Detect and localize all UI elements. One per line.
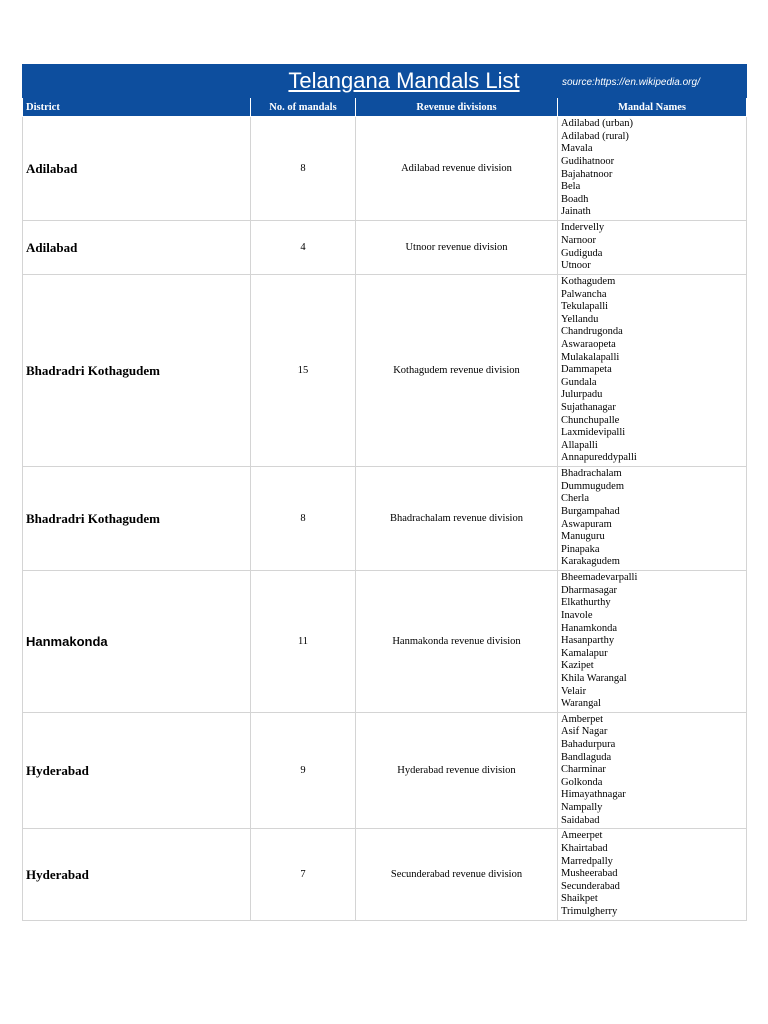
mandal-count-cell: 8 [251, 467, 356, 571]
table-row [23, 829, 747, 921]
district-cell: Hyderabad [23, 829, 251, 921]
revenue-division-cell: Utnoor revenue division [356, 221, 558, 275]
source-note: source:https://en.wikipedia.org/ [562, 77, 700, 88]
mandal-name: Kazipet [561, 660, 594, 672]
mandal-name: Bheemadevarpalli [561, 572, 638, 584]
mandal-count-cell: 8 [251, 117, 356, 221]
page-title: Telangana Mandals List [288, 68, 520, 93]
mandal-name: Kothagudem [561, 276, 616, 288]
mandal-name: Trimulgherry [561, 905, 618, 917]
mandal-name: Bahadurpura [561, 739, 616, 751]
mandal-name: Tekulapalli [561, 301, 609, 313]
mandal-name: Hanamkonda [561, 622, 617, 634]
table-row [23, 221, 747, 275]
mandal-name: Warangal [561, 698, 601, 710]
revenue-division-cell: Hyderabad revenue division [356, 713, 558, 829]
mandal-name: Adilabad (rural) [561, 130, 629, 142]
mandal-name: Narnoor [561, 234, 596, 246]
mandal-name: Inavole [561, 610, 593, 622]
mandal-count-cell: 4 [251, 221, 356, 275]
mandal-name: Marredpally [561, 855, 613, 867]
mandal-names-cell [558, 275, 747, 467]
mandal-name: Annapureddypalli [561, 452, 637, 464]
mandal-name: Khila Warangal [561, 672, 627, 684]
mandal-name: Bhadrachalam [561, 468, 622, 480]
mandal-name: Palwancha [561, 288, 607, 300]
mandal-name: Aswaraopeta [561, 339, 616, 351]
mandal-names-cell [558, 467, 747, 571]
mandal-name: Khairtabad [561, 843, 608, 855]
mandal-names-cell [558, 571, 747, 713]
table-row [23, 467, 747, 571]
table-row [23, 713, 747, 829]
mandal-count-cell: 11 [251, 571, 356, 713]
mandal-name: Charminar [561, 764, 606, 776]
mandal-name: Hasanparthy [561, 635, 615, 647]
mandal-name: Gudihatnoor [561, 155, 615, 167]
mandal-names-cell [558, 221, 747, 275]
mandal-name: Elkathurthy [561, 597, 611, 609]
mandal-name: Secunderabad [561, 880, 620, 892]
mandal-name: Boadh [561, 193, 589, 205]
mandal-name: Amberpet [561, 713, 603, 725]
mandal-name: Allapalli [561, 439, 598, 451]
title-blank-cell [23, 65, 251, 98]
district-cell: Hyderabad [23, 713, 251, 829]
revenue-division-cell: Hanmakonda revenue division [356, 571, 558, 713]
mandal-name: Adilabad (urban) [561, 118, 634, 130]
district-cell: Adilabad [23, 117, 251, 221]
source-cell [558, 65, 747, 98]
mandal-name: Shaikpet [561, 893, 598, 905]
mandal-name: Bandlaguda [561, 751, 612, 763]
title-row [23, 65, 747, 98]
header-row [23, 98, 747, 117]
revenue-division-cell: Adilabad revenue division [356, 117, 558, 221]
revenue-division-cell: Bhadrachalam revenue division [356, 467, 558, 571]
mandal-names-cell [558, 713, 747, 829]
revenue-division-cell: Secunderabad revenue division [356, 829, 558, 921]
mandal-name: Aswapuram [561, 518, 612, 530]
district-cell: Adilabad [23, 221, 251, 275]
mandal-name: Bajahatnoor [561, 168, 613, 180]
mandal-names-cell [558, 829, 747, 921]
mandal-name: Dummugudem [561, 480, 624, 492]
mandal-name: Laxmidevipalli [561, 427, 626, 439]
mandal-name: Golkonda [561, 776, 603, 788]
mandal-name: Chunchupalle [561, 414, 620, 426]
mandal-name: Indervelly [561, 222, 605, 234]
mandal-name: Burgampahad [561, 505, 620, 517]
mandal-name: Jainath [561, 206, 591, 218]
table-row [23, 275, 747, 467]
mandal-count-cell: 9 [251, 713, 356, 829]
mandal-name: Cherla [561, 493, 589, 505]
mandal-name: Musheerabad [561, 868, 618, 880]
mandal-name: Ameerpet [561, 830, 603, 842]
mandal-name: Dharmasagar [561, 584, 617, 596]
table-row [23, 117, 747, 221]
mandal-name: Mavala [561, 143, 593, 155]
mandal-name: Pinapaka [561, 543, 600, 555]
revenue-division-cell: Kothagudem revenue division [356, 275, 558, 467]
header-district: District [23, 98, 251, 117]
district-cell: Bhadradri Kothagudem [23, 467, 251, 571]
mandal-name: Gudiguda [561, 247, 603, 259]
mandal-name: Chandrugonda [561, 326, 623, 338]
table-row [23, 571, 747, 713]
header-division: Revenue divisions [356, 98, 558, 117]
mandal-name: Dammapeta [561, 364, 612, 376]
mandal-name: Julurpadu [561, 389, 603, 401]
district-cell: Hanmakonda [23, 571, 251, 713]
mandal-name: Himayathnagar [561, 789, 626, 801]
mandal-name: Bela [561, 181, 581, 193]
mandals-table [22, 64, 747, 921]
mandal-count-cell: 7 [251, 829, 356, 921]
mandal-name: Karakagudem [561, 556, 620, 568]
mandal-name: Nampally [561, 801, 603, 813]
mandal-count-cell: 15 [251, 275, 356, 467]
mandal-name: Utnoor [561, 260, 591, 272]
mandal-name: Asif Nagar [561, 726, 608, 738]
header-names: Mandal Names [558, 98, 747, 117]
mandal-name: Manuguru [561, 531, 605, 543]
mandal-name: Yellandu [561, 313, 599, 325]
mandal-name: Sujathanagar [561, 401, 616, 413]
mandal-name: Kamalapur [561, 647, 608, 659]
mandal-name: Mulakalapalli [561, 351, 620, 363]
mandal-name: Gundala [561, 376, 597, 388]
mandal-name: Velair [561, 685, 587, 697]
mandal-name: Saidabad [561, 814, 600, 826]
mandal-names-cell [558, 117, 747, 221]
header-count: No. of mandals [251, 98, 356, 117]
district-cell: Bhadradri Kothagudem [23, 275, 251, 467]
title-cell [251, 65, 558, 98]
